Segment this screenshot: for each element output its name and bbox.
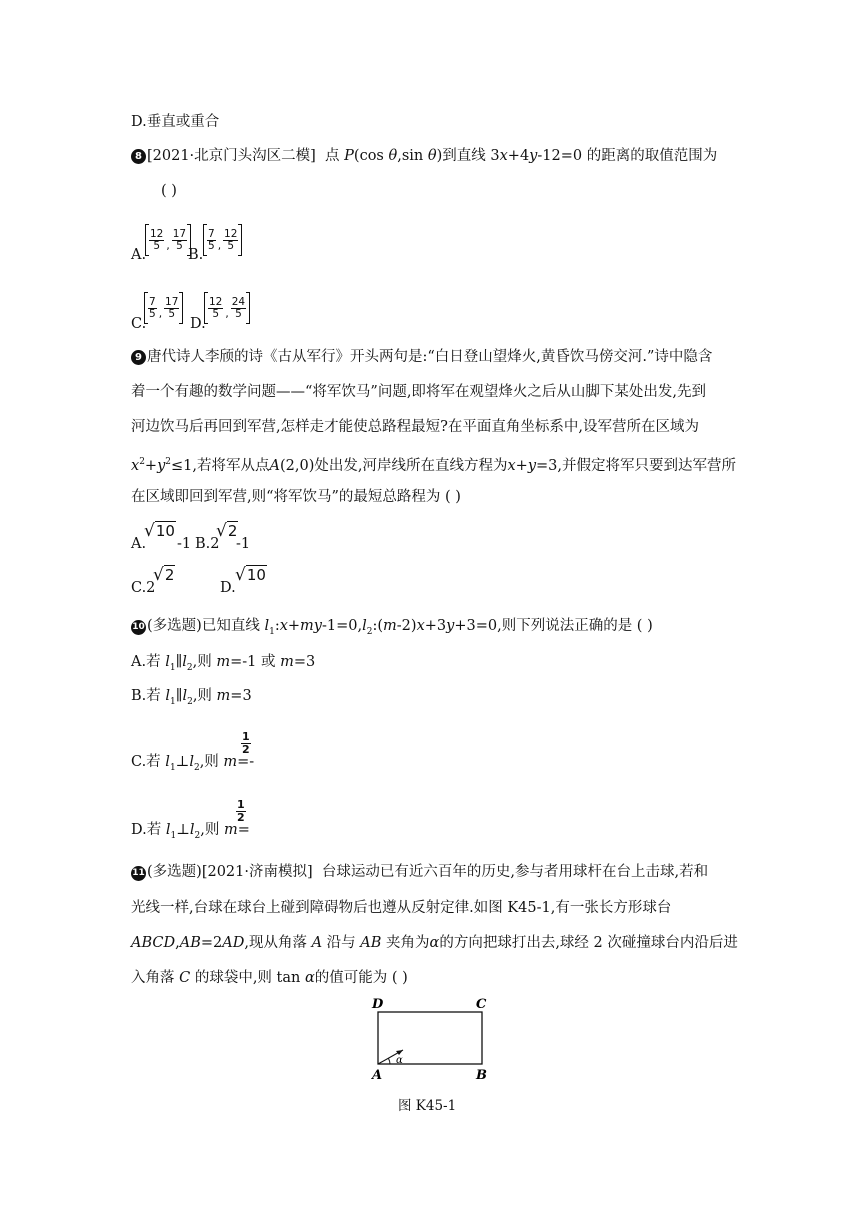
q9-option-c-label: C.2 <box>131 580 156 596</box>
q10-number-badge: 10 <box>131 620 146 635</box>
q11-number-badge: 11 <box>131 866 146 881</box>
q8-source: [2021·北京门头沟区二模] <box>147 148 316 164</box>
q10-option-b: B.若 $l_1\parallel l_2$,则 m=3 <box>131 688 252 707</box>
q11-line-2: 光线一样,台球在球台上碰到障碍物后也遵从反射定律.如图 K45-1,有一张长方形球台 <box>131 900 672 916</box>
figure-caption: 图 K45-1 <box>398 1098 457 1114</box>
q9-line-3: 河边饮马后再回到军营,怎样走才能使总路程最短?在平面直角坐标系中,设军营所在区域为 <box>131 419 699 435</box>
angle-arc <box>389 1059 391 1065</box>
q10-option-a: A.若 $l_1\parallel l_2$,则 m=-1 或 m=3 <box>131 654 316 673</box>
q8-stem: 8 [2021·北京门头沟区二模] 点 P(cos θ,sin θ)到直线 3x+4y-12=0 的距离的取值范围为 <box>131 146 717 166</box>
vertex-label-d: D <box>372 997 384 1012</box>
q8-option-a-interval: 12 5 , 17 5 <box>145 224 191 256</box>
q8-option-c-label: C. <box>131 316 147 332</box>
q10-option-d-fraction: 1 2 <box>237 798 245 824</box>
vertex-label-c: C <box>476 997 487 1012</box>
q8-option-b-interval: 7 5 , 12 5 <box>203 224 242 256</box>
q11-line-3: ABCD,AB=2AD,现从角落 A 沿与 AB 夹角为α的方向把球打出去,球经 2 次碰撞球台内沿后进 <box>131 935 738 951</box>
q9-line-2: 着一个有趣的数学问题——“将军饮马”问题,即将军在观望烽火之后从山脚下某处出发,先到 <box>131 384 707 400</box>
q11-line-1: 11 (多选题)[2021·济南模拟] 台球运动已有近六百年的历史,参与者用球杆在台上击球,若和 <box>132 864 709 880</box>
q10-option-c-fraction: 1 2 <box>242 730 250 756</box>
q9-option-b-label: B.2 <box>195 536 220 552</box>
q10-option-c: C.若 $l_1\perp l_2$,则 m=- <box>131 754 255 773</box>
vertex-label-b: B <box>476 1068 487 1083</box>
q8-option-c-interval: 7 5 , 17 5 <box>144 292 183 324</box>
q9-option-d-radical: √10 <box>235 565 266 585</box>
q9-number-badge: 9 <box>131 350 146 365</box>
q10-option-d: D.若 $l_1\perp l_2$,则 m= <box>131 822 250 841</box>
q9-option-b-tail: -1 <box>236 536 251 552</box>
q8-number-badge: 8 <box>131 149 146 164</box>
q9-option-a-radical: √10 <box>144 521 175 541</box>
q8-option-a-label: A. <box>131 247 147 263</box>
vertex-label-a: A <box>372 1068 383 1083</box>
q10-stem: 10 (多选题)已知直线 $l_1:x+my-1=0,l_2:(m-2)x+3y+3=0$,则下列说法正确的是 ( ) <box>132 618 653 637</box>
table-rectangle <box>378 1012 482 1064</box>
q9-line-4: $x^2+y^2\le 1$,若将军从点A(2,0)处出发,河岸线所在直线方程为x+y=3,并假定将军只要到达军营所 <box>131 457 736 474</box>
q9-option-a-tail: -1 <box>177 536 192 552</box>
q9-option-c-radical: √2 <box>153 565 175 585</box>
q8-option-d-interval: 12 5 , 24 5 <box>204 292 250 324</box>
billiard-table-figure <box>360 990 510 1090</box>
q9-line-1: 9 唐代诗人李颀的诗《古从军行》开头两句是:“白日登山望烽火,黄昏饮马傍交河.”诗中隐含 <box>131 347 712 367</box>
q9-option-b-radical: √2 <box>216 521 238 541</box>
q9-option-d-label: D. <box>220 580 236 596</box>
q11-line-4: 入角落 C 的球袋中,则 tan α的值可能为 ( ) <box>131 970 408 986</box>
q8-option-d-label: D. <box>190 316 206 332</box>
q7-option-d: D.垂直或重合 <box>131 114 220 130</box>
angle-label-alpha: α <box>396 1055 403 1066</box>
q8-option-b-label: B. <box>188 247 204 263</box>
q9-option-a-label: A. <box>131 536 147 552</box>
q8-answer-paren: ( ) <box>161 183 177 199</box>
q9-line-5: 在区域即回到军营,则“将军饮马”的最短总路程为 ( ) <box>131 489 461 505</box>
